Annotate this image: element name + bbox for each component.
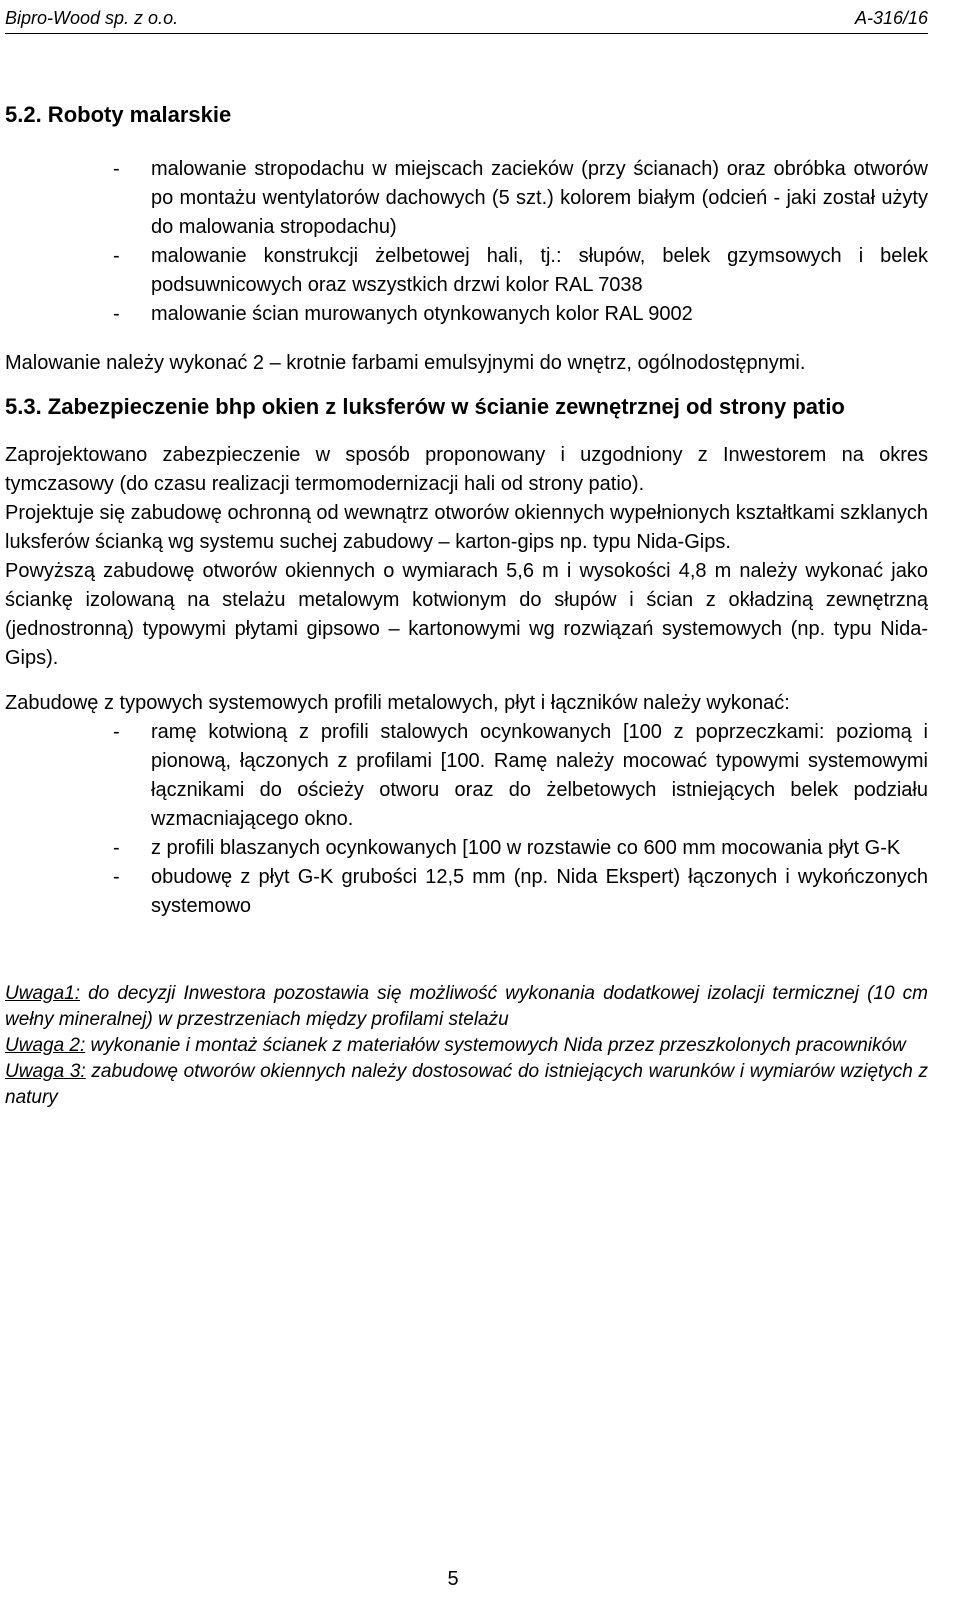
list-dash: - [113, 303, 120, 325]
list-dash: - [113, 866, 120, 888]
list-item-text: z profili blaszanych ocynkowanych [100 w rozstawie co 600 mm mocowania płyt G-K [151, 837, 901, 859]
header-divider [5, 33, 928, 34]
list-dash: - [113, 245, 120, 267]
header-company: Bipro-Wood sp. z o.o. [5, 8, 179, 28]
section-5-3-list [5, 718, 928, 921]
list-item-text: ramę kotwioną z profili stalowych ocynkowanych [100 z poprzeczkami: poziomą i pionową, łączonych z profilami [100. Ramę należy mocować typowymi systemowymi łącznikami do ościeży otworu oraz do żelbetowych istniejących belek podziału wzmacniającego okno. [151, 721, 928, 830]
note-label: Uwaga 3: [5, 1061, 86, 1082]
paragraph: Zaprojektowano zabezpieczenie w sposób proponowany i uzgodniony z Inwestorem na okres tymczasowy (do czasu realizacji termomodernizacji hali od strony patio). [5, 444, 928, 495]
note-item [5, 1033, 928, 1059]
list-dash: - [113, 837, 120, 859]
list-item-text: malowanie konstrukcji żelbetowej hali, tj.: słupów, belek gzymsowych i belek podsuwnicowych oraz wszystkich drzwi kolor RAL 7038 [151, 245, 928, 296]
section-5-2-list [5, 155, 928, 329]
document-body [5, 95, 928, 1111]
list-item [5, 155, 928, 242]
notes-block [5, 981, 928, 1111]
paragraph: Powyższą zabudowę otworów okiennych o wymiarach 5,6 m i wysokości 4,8 m należy wykonać jako ściankę izolowaną na stelażu metalowym kotwionym do słupów i ścian z okładziną zewnętrzną (jednostronną) typowymi płytami gipsowo – kartonowymi wg rozwiązań systemowych (np. typu Nida-Gips). [5, 560, 928, 669]
note-text: do decyzji Inwestora pozostawia się możliwość wykonania dodatkowej izolacji termicznej (10 cm wełny mineralnej) w przestrzeniach między profilami stelażu [5, 983, 928, 1030]
list-dash: - [113, 721, 120, 743]
list-item-text: malowanie ścian murowanych otynkowanych kolor RAL 9002 [151, 303, 693, 325]
note-item [5, 1059, 928, 1111]
installation-intro: Zabudowę z typowych systemowych profili metalowych, płyt i łączników należy wykonać: [5, 692, 790, 714]
list-item [5, 300, 928, 329]
list-item-text: malowanie stropodachu w miejscach zacieków (przy ścianach) oraz obróbka otworów po montażu wentylatorów dachowych (5 szt.) kolorem białym (odcień - jaki został użyty do malowania stropodachu) [151, 158, 928, 238]
section-5-2-heading: 5.2. Roboty malarskie [5, 102, 232, 127]
note-text: wykonanie i montaż ścianek z materiałów systemowych Nida przez przeszkolonych pracowników [85, 1035, 906, 1056]
list-item [5, 718, 928, 834]
note-label: Uwaga1: [5, 983, 80, 1004]
list-item [5, 863, 928, 921]
section-5-2-note: Malowanie należy wykonać 2 – krotnie farbami emulsyjnymi do wnętrz, ogólnodostępnymi. [5, 352, 806, 374]
note-text: zabudowę otworów okiennych należy dostosować do istniejących warunków i wymiarów wziętych z natury [5, 1061, 928, 1108]
page-number: 5 [447, 1568, 459, 1590]
section-5-3-heading: 5.3. Zabezpieczenie bhp okien z luksferów w ścianie zewnętrznej od strony patio [5, 394, 845, 419]
paragraph: Projektuje się zabudowę ochronną od wewnątrz otworów okiennych wypełnionych kształtkami szklanych luksferów ścianką wg systemu suchej zabudowy – karton-gips np. typu Nida-Gips. [5, 502, 928, 553]
list-dash: - [113, 158, 120, 180]
note-item [5, 981, 928, 1033]
list-item [5, 242, 928, 300]
list-item-text: obudowę z płyt G-K grubości 12,5 mm (np. Nida Ekspert) łączonych i wykończonych systemowo [151, 866, 928, 917]
list-item [5, 834, 928, 863]
header-document-code: A-316/16 [854, 8, 928, 28]
page-header [5, 6, 928, 30]
note-label: Uwaga 2: [5, 1035, 86, 1056]
